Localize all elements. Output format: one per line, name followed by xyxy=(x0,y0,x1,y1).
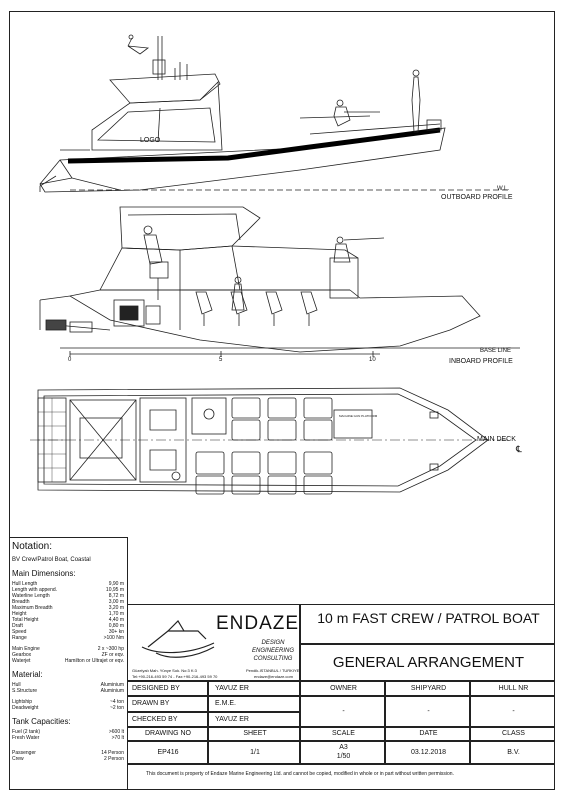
address-line-2: Tel:+90-216-493 59 74 - Fax:+90-216-493 59 70 xyxy=(132,674,218,679)
hull-nr-label: HULL NR xyxy=(498,685,529,692)
notation-subtitle: BV Crew/Patrol Boat, Coastal xyxy=(12,557,91,563)
machine-gun-label: MACHINE GUN PLATFORM xyxy=(339,414,378,418)
dim-row: Length with append. 10,95 m xyxy=(12,587,124,593)
sheet-value: 1/1 xyxy=(250,749,260,756)
designed-by-value: YAVUZ ER xyxy=(215,685,249,692)
persons-list xyxy=(12,750,124,762)
company-subtitle: DESIGN ENGINEERING CONSULTING xyxy=(251,640,294,662)
material-row: S.Structure Aluminium xyxy=(12,688,124,694)
waterline-label: W.L. xyxy=(497,186,510,192)
machinery-row: Gearbox ZF or eqv. xyxy=(12,652,124,658)
scale-paper-value: A3 xyxy=(339,744,348,751)
dim-row: Breadth 3,00 m xyxy=(12,599,124,605)
drawn-by-label: DRAWN BY xyxy=(132,700,170,707)
drawing-title-cell xyxy=(300,644,555,681)
copyright-notice: This document is property of Endaze Marine Engineering Ltd. and cannot be copied, modified in whole or in part without written permission. xyxy=(146,771,454,777)
main-deck-label: MAIN DECK xyxy=(477,436,516,443)
machinery-list xyxy=(12,646,124,664)
main-deck-plan xyxy=(30,388,510,494)
hull-nr-value: - xyxy=(512,708,515,715)
person-row: Crew 2 Person xyxy=(12,756,124,762)
scale-mark-5: 5 xyxy=(219,357,223,363)
owner-value: - xyxy=(342,708,345,715)
dim-row: Hull Length 9,90 m xyxy=(12,581,124,587)
project-title: 10 m FAST CREW / PATROL BOAT xyxy=(317,610,540,626)
dim-row: Speed 30+ kn xyxy=(12,629,124,635)
weight-row: Lightship ~4 ton xyxy=(12,699,124,705)
scale-label: SCALE xyxy=(332,730,355,737)
inboard-profile xyxy=(40,207,520,357)
address-line-1: Güzelyalı Mah. Yünye Sok. No:3 K:3 xyxy=(132,668,197,673)
dim-row: Waterline Length 8,72 m xyxy=(12,593,124,599)
scale-mark-10: 10 xyxy=(369,357,376,363)
logo-label: LOGO xyxy=(140,137,161,144)
dim-row: Total Height 4,40 m xyxy=(12,617,124,623)
class-value: B.V. xyxy=(507,749,520,756)
outboard-profile xyxy=(40,35,510,192)
tank-title: Tank Capacities: xyxy=(12,717,71,726)
sheet-label: SHEET xyxy=(243,730,267,737)
notation-title: Notation: xyxy=(12,541,53,552)
company-logo-cell xyxy=(128,604,300,681)
dim-row: Range >100 Nm xyxy=(12,635,124,641)
main-dimensions-list xyxy=(12,581,124,641)
machinery-row: Waterjet Hamilton or Ultrajet or eqv. xyxy=(12,658,124,664)
shipyard-value: - xyxy=(427,708,430,715)
notation-panel xyxy=(9,537,128,790)
drawing-no-value: EP416 xyxy=(157,749,179,756)
drawn-by-value: E.M.E. xyxy=(215,700,237,707)
inboard-profile-title: INBOARD PROFILE xyxy=(449,358,513,365)
centerline-symbol: ℄ xyxy=(516,444,522,454)
weights-list xyxy=(12,699,124,711)
title-block xyxy=(128,604,555,790)
company-name: ENDAZE xyxy=(216,613,300,634)
address-line-4: endaze@endaze.com xyxy=(254,674,293,679)
checked-by-value: YAVUZ ER xyxy=(215,716,249,723)
class-label: CLASS xyxy=(502,730,525,737)
shipyard-label: SHIPYARD xyxy=(410,685,447,692)
designed-by-label: DESIGNED BY xyxy=(132,685,180,692)
machinery-row: Main Engine 2 x ~300 hp xyxy=(12,646,124,652)
drawing-title: GENERAL ARRANGEMENT xyxy=(332,654,525,671)
dim-row: Maximum Breadth 3,20 m xyxy=(12,605,124,611)
outboard-profile-title: OUTBOARD PROFILE xyxy=(441,194,513,201)
date-value: 03.12.2018 xyxy=(410,749,447,756)
tank-row: Fresh Water >70 lt xyxy=(12,735,124,741)
date-label: DATE xyxy=(419,730,438,737)
material-row: Hull Aluminium xyxy=(12,682,124,688)
base-line-label: BASE LINE xyxy=(480,348,512,354)
dim-row: Draft 0,80 m xyxy=(12,623,124,629)
checked-by-label: CHECKED BY xyxy=(132,716,178,723)
address-line-3: Pendik-ISTANBUL / TURKIYE xyxy=(246,668,300,673)
owner-label: OWNER xyxy=(330,685,357,692)
company-logo-icon xyxy=(138,617,218,661)
material-list xyxy=(12,682,124,694)
weight-row: Deadweight ~2 ton xyxy=(12,705,124,711)
dim-row: Height 1,70 m xyxy=(12,611,124,617)
drawing-no-label: DRAWING NO xyxy=(144,730,192,737)
main-dimensions-title: Main Dimensions: xyxy=(12,569,76,578)
person-row: Passenger 14 Person xyxy=(12,750,124,756)
tank-row: Fuel (2 tank) >600 lt xyxy=(12,729,124,735)
tank-list xyxy=(12,729,124,741)
scale-mark-0: 0 xyxy=(68,357,72,363)
material-title: Material: xyxy=(12,670,43,679)
scale-value: 1/50 xyxy=(336,753,351,760)
project-title-cell xyxy=(300,604,555,644)
